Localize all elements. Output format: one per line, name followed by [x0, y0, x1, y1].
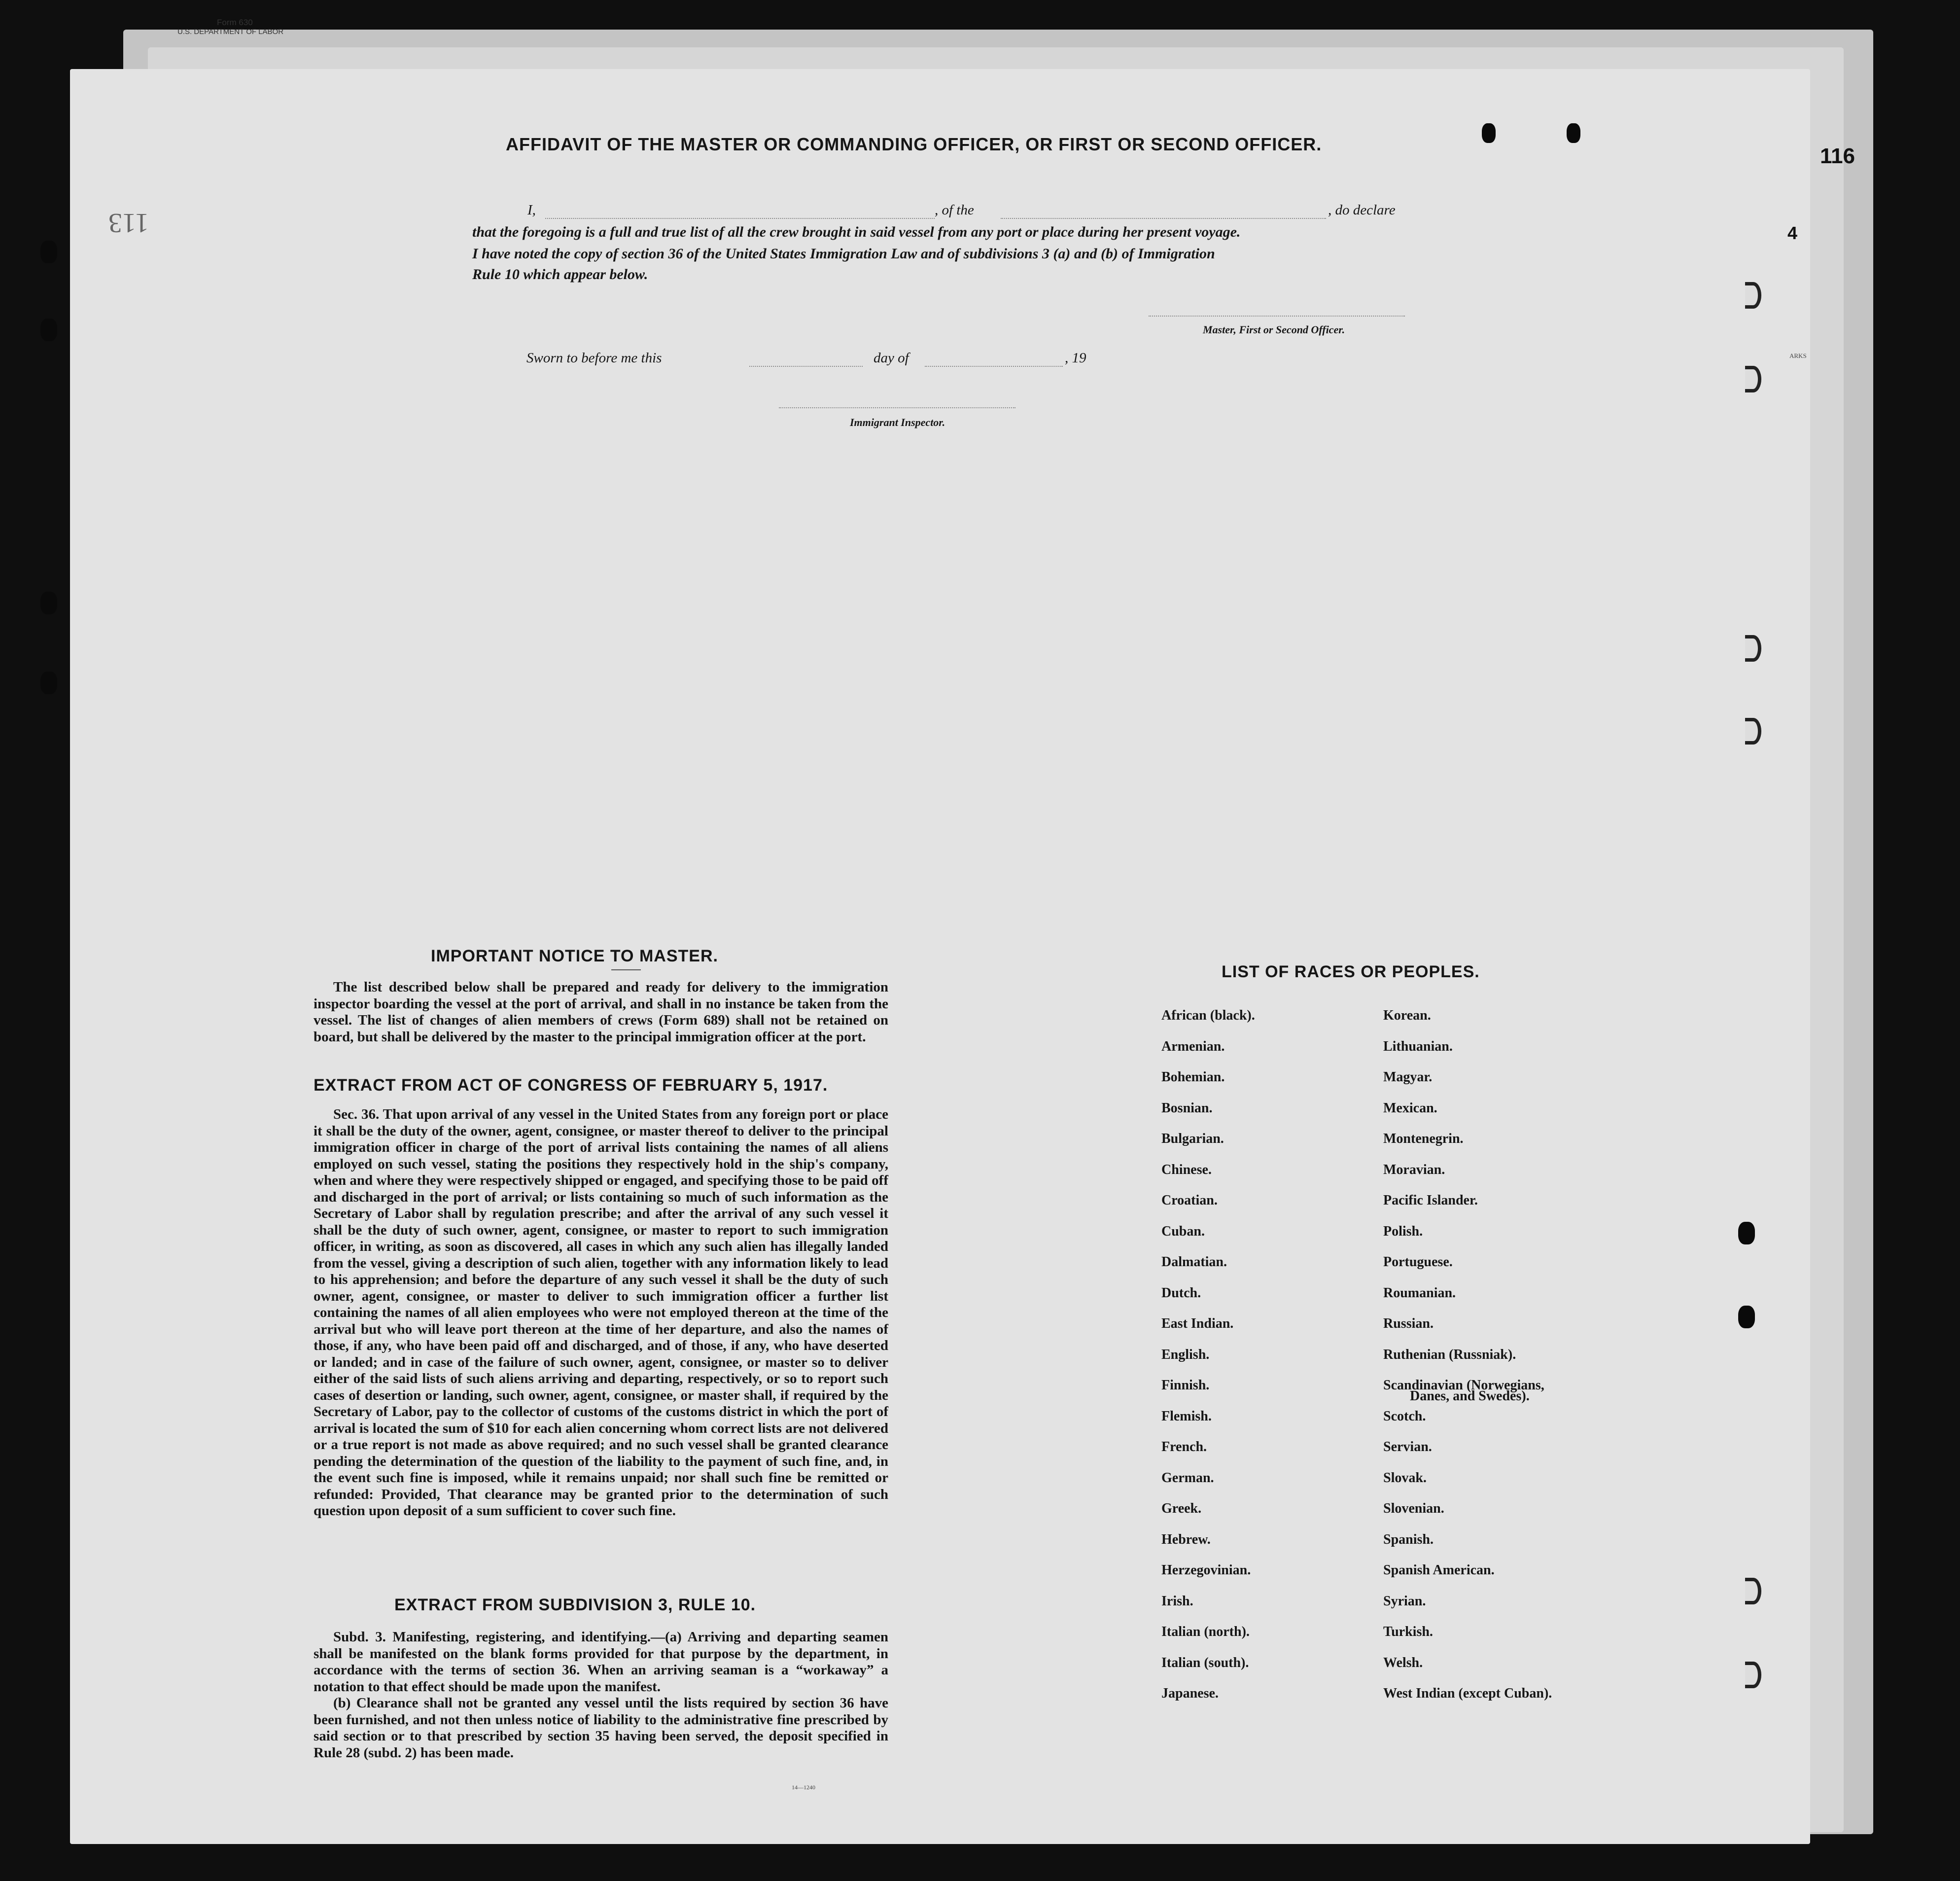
act-text — [314, 1106, 888, 1520]
act-title: EXTRACT FROM ACT OF CONGRESS OF FEBRUARY 5, 1917. — [314, 1076, 828, 1095]
punch-hole — [1745, 718, 1761, 745]
race-item: Lithuanian. — [1383, 1038, 1453, 1054]
race-item: Cuban. — [1161, 1223, 1205, 1239]
race-item: Scandinavian (Norwegians, — [1383, 1378, 1544, 1393]
race-item: Bohemian. — [1161, 1069, 1225, 1085]
punch-hole — [1745, 366, 1761, 392]
race-item: French. — [1161, 1439, 1207, 1455]
race-item: Roumanian. — [1383, 1285, 1456, 1301]
name-blank — [545, 218, 935, 219]
department-line: U.S. DEPARTMENT OF LABOR — [177, 28, 284, 36]
month-blank — [925, 366, 1063, 367]
printer-code: 14—1240 — [792, 1784, 815, 1791]
race-item: Scotch. — [1383, 1408, 1426, 1424]
race-item: Syrian. — [1383, 1593, 1426, 1609]
race-item: English. — [1161, 1347, 1210, 1362]
race-item: Croatian. — [1161, 1193, 1218, 1208]
race-item: Korean. — [1383, 1008, 1431, 1023]
act-paragraph: Sec. 36. That upon arrival of any vessel in the United States from any foreign port or place it shall be the duty of the owner, agent, consignee, or master thereof to deliver to the principal immigration officer in charge of the port of arrival lists containing the names of all aliens employed on such vessel, stating the positions they respectively hold in the ship's company, when and where they were respectively shipped or engaged, and specifying those to be paid off and discharged in the port of arrival; or lists containing so much of such information as the Secretary of Labor shall by regulation prescribe; and after the arrival of any such vessel it shall be the duty of such owner, agent, consignee, or master to report to such immigration officer, in writing, as soon as discovered, all cases in which any such alien has illegally landed from the vessel, giving a description of such alien, together with any information likely to lead to his apprehension; and before the departure of any such vessel it shall be the duty of such owner, agent, consignee, or master to deliver to such immigration officer a further list containing the names of all alien employees who were not employed thereon at the time of the arrival but who will leave port thereon at the time of her departure, and also the names of those, if any, who have been paid off and discharged, and of those, if any, who have deserted or landed; and in case of the failure of such owner, agent, consignee, or master so to deliver either of the said lists of such aliens arriving and departing, respectively, or so to report such cases of desertion or landing, such owner, agent, consignee, or master shall, if required by the Secretary of Labor, pay to the collector of customs of the customs district in which the port of arrival is located the sum of $10 for each alien concerning whom correct lists are not delivered or a true report is not made as above required; and no such vessel shall be granted clearance pending the determination of the question of the liability to the payment of such fine, and, in the event such fine is imposed, while it remains unpaid; nor shall such fine be remitted or refunded: Provided, That clearance may be granted prior to the determination of such question upon deposit of a sum sufficient to cover such fine. — [314, 1106, 888, 1519]
punch-hole — [40, 592, 57, 614]
punch-hole — [40, 672, 57, 694]
notice-paragraph: The list described below shall be prepared and ready for delivery to the immigration inspector boarding the vessel at the port of arrival, and shall in no instance be taken from the vessel. The list of changes of alien members of crews (Form 689) shall not be retained on board, but shall be delivered by the master to the principal immigration officer at the port. — [314, 979, 888, 1045]
race-item: West Indian (except Cuban). — [1383, 1686, 1552, 1701]
side-mark: 4 — [1787, 223, 1798, 243]
race-item: German. — [1161, 1470, 1214, 1486]
notice-title: IMPORTANT NOTICE TO MASTER. — [431, 947, 718, 965]
affidavit-title: AFFIDAVIT OF THE MASTER OR COMMANDING OFFICER, OR FIRST OR SECOND OFFICER. — [506, 134, 1322, 154]
race-item: Flemish. — [1161, 1408, 1212, 1424]
divider — [611, 969, 641, 970]
affidavit-of-the: , of the — [935, 202, 974, 218]
year-text: , 19 — [1065, 350, 1086, 366]
race-item: Polish. — [1383, 1223, 1423, 1239]
affidavit-line2: that the foregoing is a full and true list of all the crew brought in said vessel from any port or place during her present voyage. — [472, 224, 1241, 240]
affidavit-line4: Rule 10 which appear below. — [472, 266, 648, 283]
race-item: Servian. — [1383, 1439, 1432, 1455]
race-item: Russian. — [1383, 1316, 1434, 1331]
race-item: Japanese. — [1161, 1686, 1219, 1701]
affidavit-declare: , do declare — [1328, 202, 1396, 218]
race-item: Dalmatian. — [1161, 1254, 1227, 1270]
rule-title: EXTRACT FROM SUBDIVISION 3, RULE 10. — [394, 1596, 756, 1614]
race-item: Armenian. — [1161, 1038, 1225, 1054]
race-item: Finnish. — [1161, 1378, 1210, 1393]
race-item: Dutch. — [1161, 1285, 1201, 1301]
rule-paragraph-b: (b) Clearance shall not be granted any vessel until the lists required by section 36 have been furnished, and not then unless notice of liability to the administrative fine prescribed by said section or to that prescribed by section 35 having been served, the deposit specified in Rule 28 (subd. 2) has been made. — [314, 1695, 888, 1761]
punch-hole — [1738, 1222, 1755, 1244]
affidavit-i: I, — [527, 202, 536, 218]
punch-hole — [1567, 123, 1580, 143]
master-signature-line — [1149, 316, 1405, 317]
races-col2-continuation: Danes, and Swedes). — [1410, 1388, 1530, 1404]
race-item: African (black). — [1161, 1008, 1255, 1023]
punch-hole — [40, 241, 57, 263]
inspector-signature-line — [779, 407, 1015, 408]
day-of-text: day of — [874, 350, 909, 366]
race-item: Greek. — [1161, 1501, 1202, 1516]
race-item: Bosnian. — [1161, 1100, 1213, 1116]
race-item: Welsh. — [1383, 1655, 1423, 1670]
notice-text — [314, 979, 888, 1045]
race-item: Spanish American. — [1383, 1562, 1495, 1578]
side-mark-small: ARKS — [1789, 352, 1807, 359]
race-item: Ruthenian (Russniak). — [1383, 1347, 1516, 1362]
document-page — [70, 69, 1810, 1844]
inspector-label: Immigrant Inspector. — [850, 416, 945, 428]
race-item: Irish. — [1161, 1593, 1193, 1609]
race-item: Montenegrin. — [1383, 1131, 1464, 1146]
race-item: Turkish. — [1383, 1624, 1433, 1639]
race-item: Herzegovinian. — [1161, 1562, 1251, 1578]
page-stamp: 116 — [1820, 144, 1855, 168]
race-item: Italian (south). — [1161, 1655, 1249, 1670]
left-stamp: 113 — [108, 208, 149, 238]
rule-text — [314, 1629, 888, 1761]
punch-hole — [40, 319, 57, 341]
sworn-text: Sworn to before me this — [526, 350, 662, 366]
master-signature-label: Master, First or Second Officer. — [1203, 323, 1345, 336]
punch-hole — [1745, 282, 1761, 309]
race-item: Italian (north). — [1161, 1624, 1250, 1639]
punch-hole — [1745, 1578, 1761, 1604]
race-item: Bulgarian. — [1161, 1131, 1224, 1146]
race-item: Slovak. — [1383, 1470, 1427, 1486]
race-item: Hebrew. — [1161, 1531, 1211, 1547]
race-item: Magyar. — [1383, 1069, 1433, 1085]
race-item: Chinese. — [1161, 1162, 1212, 1177]
vessel-blank — [1001, 218, 1326, 219]
punch-hole — [1482, 123, 1496, 143]
race-item: East Indian. — [1161, 1316, 1234, 1331]
races-title: LIST OF RACES OR PEOPLES. — [1222, 962, 1480, 981]
race-item: Pacific Islander. — [1383, 1193, 1478, 1208]
rule-paragraph-a: Subd. 3. Manifesting, registering, and identifying.—(a) Arriving and departing seamen shall be manifested on the blank forms provided for that purpose by the department, in accordance with the terms of section 36. When an arriving seaman is a “workaway” a notation to that effect should be made upon the manifest. — [314, 1629, 888, 1695]
punch-hole — [1738, 1306, 1755, 1328]
punch-hole — [1745, 635, 1761, 662]
race-item: Portuguese. — [1383, 1254, 1453, 1270]
race-item: Slovenian. — [1383, 1501, 1444, 1516]
race-item: Spanish. — [1383, 1531, 1434, 1547]
punch-hole — [1745, 1662, 1761, 1688]
race-item: Moravian. — [1383, 1162, 1445, 1177]
form-number: Form 630 — [217, 18, 253, 27]
affidavit-line3: I have noted the copy of section 36 of the United States Immigration Law and of subdivisions 3 (a) and (b) of Immigration — [472, 246, 1215, 262]
race-item: Mexican. — [1383, 1100, 1437, 1116]
day-blank — [749, 366, 863, 367]
